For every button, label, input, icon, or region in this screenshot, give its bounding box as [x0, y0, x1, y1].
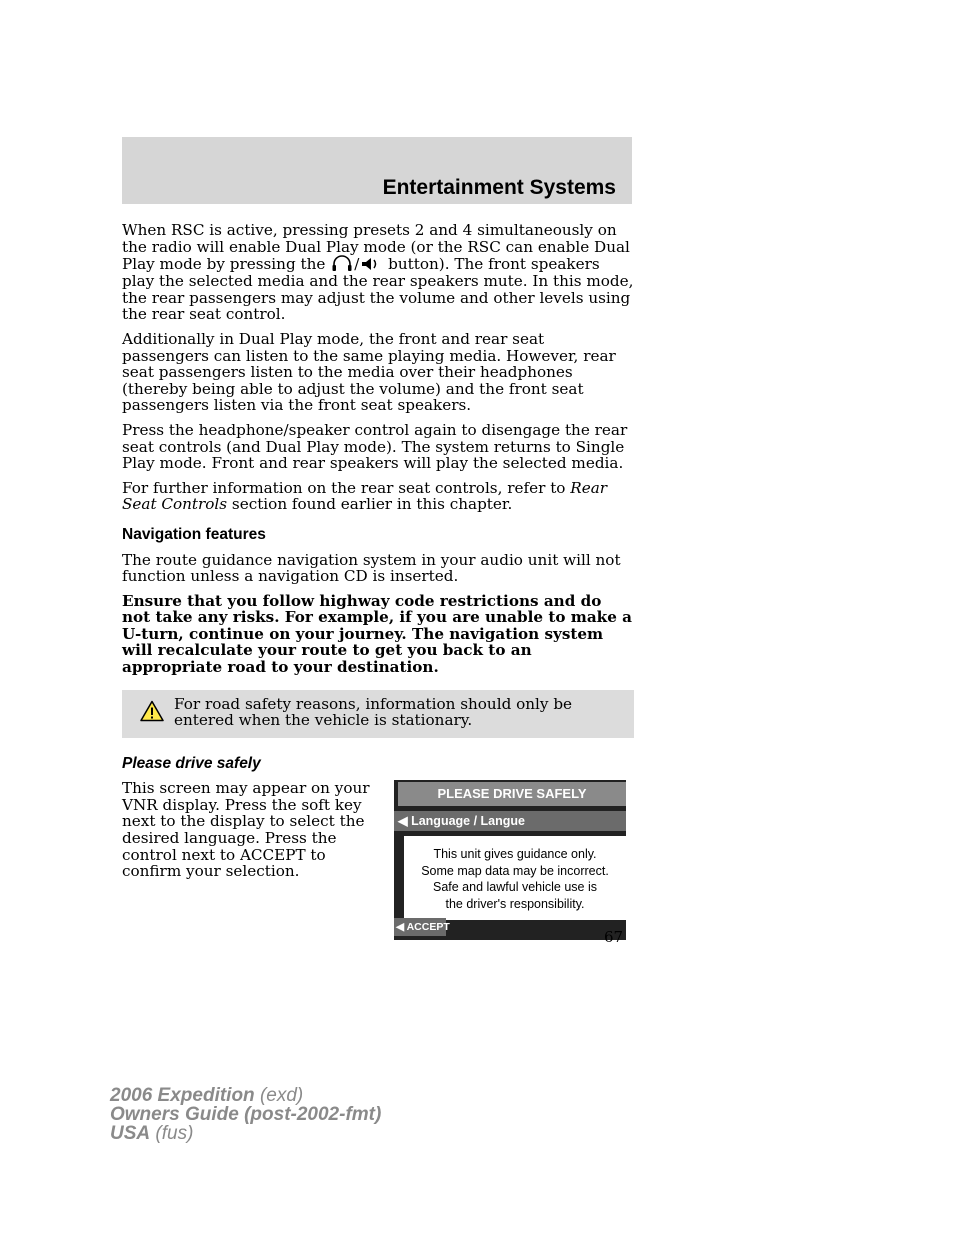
section-title: Entertainment Systems	[382, 176, 616, 199]
headphone-icon	[330, 255, 354, 273]
drive-safely-text: This screen may appear on your VNR display. Press the soft key next to the display to select the desired language. Press the control next to ACCEPT to confirm your selection.	[122, 779, 370, 881]
main-content	[122, 222, 634, 960]
footer-line-3: USA (fus)	[110, 1123, 194, 1144]
warning-icon	[140, 700, 164, 722]
screen-line: Some map data may be incorrect.	[421, 863, 609, 878]
paragraph-dual-play-listening: Additionally in Dual Play mode, the front and rear seat passengers can listen to the same playing media. However, rear seat passengers listen to the media over their headphones (thereby being able to adjust the volume) and the front seat passengers listen via the front seat speakers.	[122, 329, 616, 415]
screen-line: This unit gives guidance only.	[433, 847, 597, 862]
language-softkey[interactable]: ◀ Language / Langue	[394, 811, 626, 831]
footer-line-1: 2006 Expedition (exd)	[110, 1085, 304, 1106]
drive-safely-section	[122, 780, 634, 960]
screen-line: the driver's responsibility.	[445, 896, 585, 911]
warning-box	[122, 690, 634, 738]
paragraph-dual-play: When RSC is active, pressing presets 2 and 4 simultaneously on the radio will enable Dual Play mode (or the RSC can enable Dual Play mode by pressing the / button). The front speakers play the selected media and the rear speakers mute. In this mode, the rear passengers may adjust the volume and other levels using the rear seat control.	[122, 221, 634, 324]
speaker-icon	[359, 255, 383, 273]
screen-line: Safe and lawful vehicle use is	[433, 880, 597, 895]
vnr-display-screen	[394, 780, 626, 940]
warning-text: For road safety reasons, information should only be entered when the vehicle is stationary.	[174, 694, 573, 730]
paragraph-disengage: Press the headphone/speaker control again to disengage the rear seat controls (and Dual Play mode). The system returns to Single Play mode. Front and rear speakers will play the selected media.	[122, 420, 628, 473]
navigation-heading: Navigation features	[122, 525, 266, 543]
paragraph-navigation-cd: The route guidance navigation system in your audio unit will not function unless a navigation CD is inserted.	[122, 550, 621, 586]
paragraph-highway-code: Ensure that you follow highway code restrictions and do not take any risks. For example, if you are unable to make a U-turn, continue on your journey. The navigation system will recalculate your route to get you back to an appropriate road to your destination.	[122, 591, 632, 677]
document-footer	[110, 1086, 381, 1143]
drive-safely-heading: Please drive safely	[122, 754, 261, 772]
footer-line-2: Owners Guide (post-2002-fmt)	[110, 1104, 382, 1125]
page-number: 67	[604, 928, 624, 946]
screen-message	[404, 846, 626, 912]
accept-softkey[interactable]: ◀ ACCEPT	[394, 918, 446, 936]
screen-message-panel	[404, 836, 626, 920]
page-header	[122, 137, 632, 204]
paragraph-further-info: For further information on the rear seat controls, refer to Rear Seat Controls section found earlier in this chapter.	[122, 478, 608, 514]
screen-title: PLEASE DRIVE SAFELY	[398, 782, 626, 806]
rear-seat-controls-reference: Rear Seat Controls	[122, 478, 608, 514]
